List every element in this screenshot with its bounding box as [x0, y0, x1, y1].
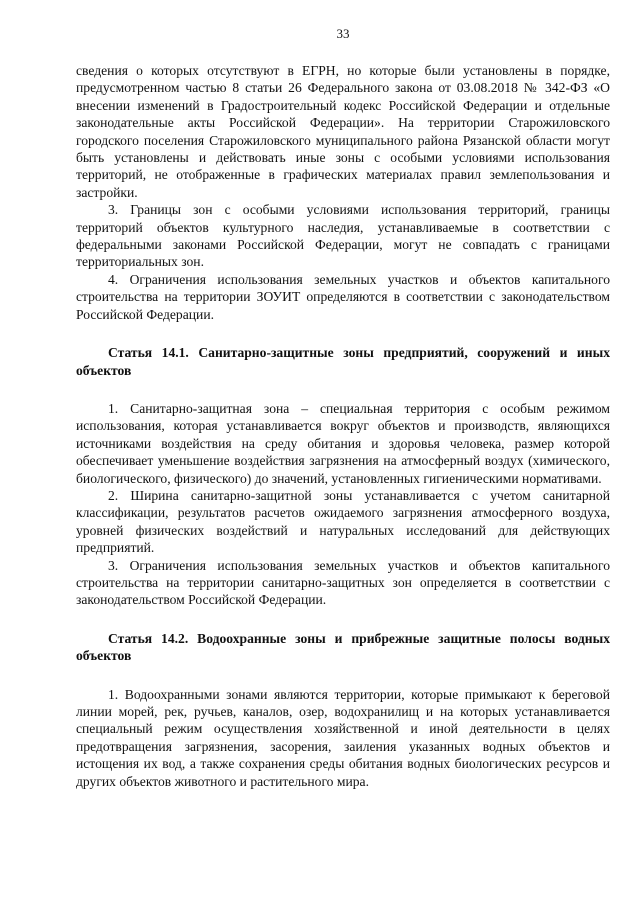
article-14-2-heading: Статья 14.2. Водоохранные зоны и прибрежные защитные полосы водных объектов — [76, 630, 610, 664]
article-14-1-item-2-paragraph: 2. Ширина санитарно-защитной зоны устанавливается с учетом санитарной классификации, результатов расчетов ожидаемого загрязнения атмосферного воздуха, уровней физических воздействий и натуральных исследований для действующих предприятий. — [76, 487, 610, 556]
document-page — [76, 26, 610, 790]
spacer — [76, 665, 610, 686]
page-number: 33 — [336, 26, 350, 41]
intro-item-3-paragraph: 3. Границы зон с особыми условиями использования территорий, границы территорий объектов культурного наследия, устанавливаемые в соответствии с федеральными законами Российской Федерации, могут не совпадать с границами территориальных зон. — [76, 202, 610, 270]
intro-item-4-paragraph: 4. Ограничения использования земельных участков и объектов капитального строительства на территории ЗОУИТ определяются в соответствии с законодательством Российской Федерации. — [76, 271, 610, 322]
spacer — [76, 609, 610, 630]
article-14-1-heading: Статья 14.1. Санитарно-защитные зоны предприятий, сооружений и иных объектов — [76, 345, 610, 378]
article-14-1-item-3-paragraph: 3. Ограничения использования земельных участков и объектов капитального строительства на территории санитарно-защитных зон определяется в соответствии с законодательством Российской Федерации. — [76, 557, 610, 608]
spacer — [76, 379, 610, 400]
article-14-1-item-1-paragraph: 1. Санитарно-защитная зона – специальная территория с особым режимом использования, которая устанавливается вокруг объектов и производств, являющихся источниками воздействия на среду обитания и здоровья человека, размер которой обеспечивает уменьшение воздействия загрязнения на атмосферный воздух (химического, биологического, физического) до значений, установленных гигиеническими нормативами. — [76, 400, 610, 486]
intro-continuation-paragraph: сведения о которых отсутствуют в ЕГРН, но которые были установлены в порядке, предусмотренном частью 8 статьи 26 Федерального закона от 03.08.2018 № 342-ФЗ «О внесении изменений в Градостроительный кодекс Российской Федерации и отдельные законодательные акты Российской Федерации». На территории Старожиловского городского поселения Старожиловского муниципального района Рязанской области могут быть установлены и действовать иные зоны с особыми условиями использования территорий, не отображенные в графических материалах правил землепользования и застройки. — [76, 63, 610, 200]
article-14-2-item-1-paragraph: 1. Водоохранными зонами являются территории, которые примыкают к береговой линии морей, рек, ручьев, каналов, озер, водохранилищ и на которых устанавливается специальный режим осуществления хозяйственной и иной деятельности в целях предотвращения загрязнения, засорения, заиления указанных водных объектов и истощения их вод, а также сохранения среды обитания водных биологических ресурсов и других объектов животного и растительного мира. — [76, 686, 610, 789]
spacer — [76, 323, 610, 344]
